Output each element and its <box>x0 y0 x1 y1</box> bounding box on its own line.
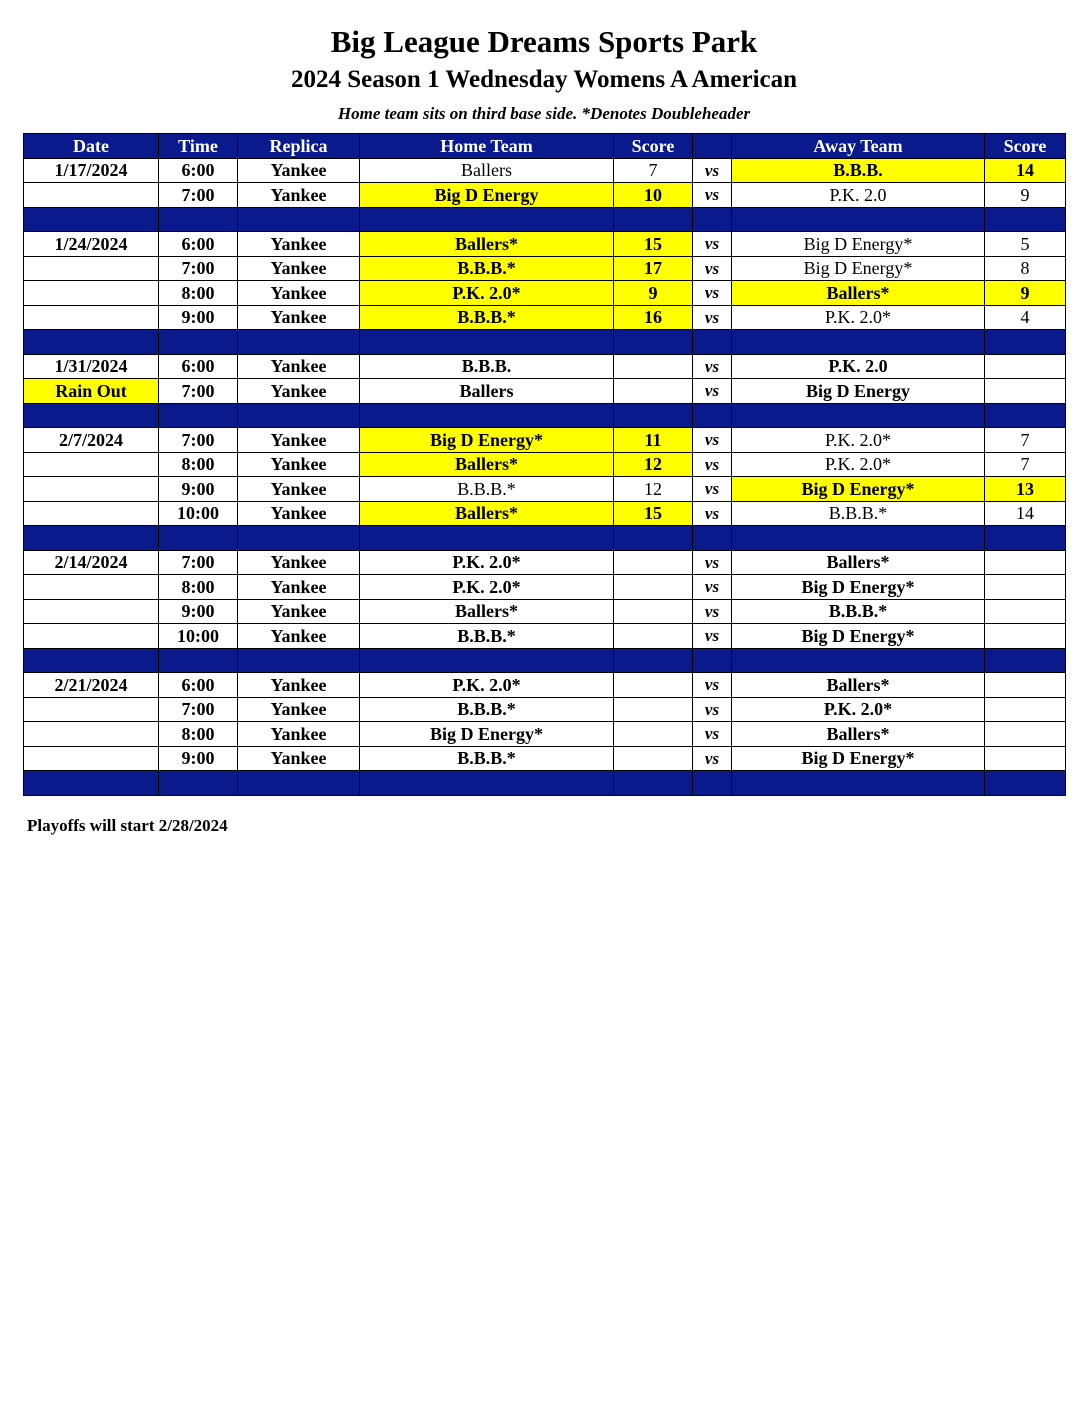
col-header-vs <box>693 134 732 159</box>
cell-away-score: 13 <box>985 477 1066 502</box>
cell-away-score <box>985 624 1066 649</box>
cell-away-team: P.K. 2.0* <box>732 697 985 722</box>
cell-home-team: Ballers <box>360 379 614 404</box>
cell-time: 6:00 <box>159 232 238 257</box>
cell-home-score <box>614 599 693 624</box>
cell-home-team: Ballers* <box>360 452 614 477</box>
cell-away-score: 9 <box>985 281 1066 306</box>
cell-away-score <box>985 746 1066 771</box>
separator-cell <box>159 207 238 232</box>
separator-cell <box>614 526 693 551</box>
separator-cell <box>732 330 985 355</box>
col-header-home-team: Home Team <box>360 134 614 159</box>
cell-away-score <box>985 354 1066 379</box>
cell-vs: vs <box>693 624 732 649</box>
cell-home-score: 16 <box>614 305 693 330</box>
cell-vs: vs <box>693 232 732 257</box>
week-separator-row <box>24 330 1066 355</box>
table-row <box>24 256 1066 281</box>
cell-date <box>24 697 159 722</box>
col-header-home-score: Score <box>614 134 693 159</box>
separator-cell <box>732 403 985 428</box>
separator-cell <box>360 330 614 355</box>
cell-vs: vs <box>693 183 732 208</box>
cell-vs: vs <box>693 305 732 330</box>
separator-cell <box>693 771 732 796</box>
cell-vs: vs <box>693 599 732 624</box>
separator-cell <box>693 526 732 551</box>
cell-away-score: 14 <box>985 158 1066 183</box>
col-header-date: Date <box>24 134 159 159</box>
separator-cell <box>159 526 238 551</box>
separator-cell <box>24 403 159 428</box>
cell-time: 8:00 <box>159 452 238 477</box>
cell-date: 2/21/2024 <box>24 673 159 698</box>
cell-date <box>24 624 159 649</box>
cell-home-team: B.B.B.* <box>360 305 614 330</box>
cell-time: 8:00 <box>159 722 238 747</box>
table-row <box>24 575 1066 600</box>
separator-cell <box>238 771 360 796</box>
week-separator-row <box>24 403 1066 428</box>
cell-away-team: Big D Energy* <box>732 256 985 281</box>
cell-time: 7:00 <box>159 697 238 722</box>
cell-replica: Yankee <box>238 281 360 306</box>
cell-time: 9:00 <box>159 477 238 502</box>
cell-home-team: Ballers* <box>360 232 614 257</box>
cell-vs: vs <box>693 501 732 526</box>
cell-time: 10:00 <box>159 501 238 526</box>
cell-time: 8:00 <box>159 281 238 306</box>
cell-vs: vs <box>693 379 732 404</box>
col-header-time: Time <box>159 134 238 159</box>
separator-cell <box>360 526 614 551</box>
cell-replica: Yankee <box>238 746 360 771</box>
separator-cell <box>159 648 238 673</box>
cell-home-team: B.B.B.* <box>360 697 614 722</box>
cell-replica: Yankee <box>238 354 360 379</box>
cell-date <box>24 575 159 600</box>
col-header-away-team: Away Team <box>732 134 985 159</box>
cell-date: 1/31/2024 <box>24 354 159 379</box>
cell-away-team: Ballers* <box>732 550 985 575</box>
cell-replica: Yankee <box>238 452 360 477</box>
cell-vs: vs <box>693 428 732 453</box>
cell-replica: Yankee <box>238 232 360 257</box>
cell-home-score <box>614 550 693 575</box>
cell-date <box>24 746 159 771</box>
cell-date: 1/17/2024 <box>24 158 159 183</box>
cell-away-team: Ballers* <box>732 722 985 747</box>
cell-time: 10:00 <box>159 624 238 649</box>
cell-home-team: B.B.B.* <box>360 624 614 649</box>
cell-home-team: B.B.B.* <box>360 477 614 502</box>
cell-home-score <box>614 746 693 771</box>
separator-cell <box>238 330 360 355</box>
separator-cell <box>159 403 238 428</box>
cell-replica: Yankee <box>238 722 360 747</box>
schedule-table <box>23 133 1066 796</box>
cell-vs: vs <box>693 575 732 600</box>
cell-replica: Yankee <box>238 158 360 183</box>
cell-away-team: B.B.B. <box>732 158 985 183</box>
cell-vs: vs <box>693 452 732 477</box>
cell-vs: vs <box>693 256 732 281</box>
cell-away-score: 4 <box>985 305 1066 330</box>
cell-home-score: 10 <box>614 183 693 208</box>
cell-replica: Yankee <box>238 550 360 575</box>
cell-away-team: Big D Energy* <box>732 624 985 649</box>
cell-away-team: P.K. 2.0* <box>732 452 985 477</box>
cell-time: 9:00 <box>159 599 238 624</box>
cell-replica: Yankee <box>238 428 360 453</box>
cell-replica: Yankee <box>238 379 360 404</box>
cell-home-score <box>614 673 693 698</box>
cell-vs: vs <box>693 281 732 306</box>
cell-vs: vs <box>693 746 732 771</box>
cell-away-team: P.K. 2.0 <box>732 354 985 379</box>
cell-home-team: P.K. 2.0* <box>360 281 614 306</box>
table-row <box>24 379 1066 404</box>
cell-replica: Yankee <box>238 599 360 624</box>
table-row <box>24 281 1066 306</box>
cell-time: 8:00 <box>159 575 238 600</box>
week-separator-row <box>24 648 1066 673</box>
cell-vs: vs <box>693 697 732 722</box>
cell-home-score: 12 <box>614 452 693 477</box>
table-row <box>24 452 1066 477</box>
cell-home-team: P.K. 2.0* <box>360 673 614 698</box>
separator-cell <box>360 207 614 232</box>
separator-cell <box>732 207 985 232</box>
cell-away-team: Big D Energy* <box>732 746 985 771</box>
cell-time: 7:00 <box>159 183 238 208</box>
cell-home-score: 15 <box>614 232 693 257</box>
separator-cell <box>985 648 1066 673</box>
week-separator-row <box>24 526 1066 551</box>
separator-cell <box>985 771 1066 796</box>
cell-time: 6:00 <box>159 673 238 698</box>
cell-date: Rain Out <box>24 379 159 404</box>
separator-cell <box>238 526 360 551</box>
cell-away-score: 14 <box>985 501 1066 526</box>
cell-date <box>24 183 159 208</box>
table-row <box>24 697 1066 722</box>
separator-cell <box>360 403 614 428</box>
cell-away-score: 7 <box>985 452 1066 477</box>
separator-cell <box>614 330 693 355</box>
cell-away-score: 7 <box>985 428 1066 453</box>
separator-cell <box>159 771 238 796</box>
playoffs-note: Playoffs will start 2/28/2024 <box>27 816 228 835</box>
separator-cell <box>614 403 693 428</box>
cell-vs: vs <box>693 722 732 747</box>
cell-home-team: Ballers <box>360 158 614 183</box>
cell-time: 7:00 <box>159 550 238 575</box>
separator-cell <box>985 330 1066 355</box>
cell-home-score: 15 <box>614 501 693 526</box>
cell-home-score: 7 <box>614 158 693 183</box>
cell-time: 6:00 <box>159 354 238 379</box>
cell-home-team: Ballers* <box>360 599 614 624</box>
cell-home-team: Big D Energy <box>360 183 614 208</box>
separator-cell <box>732 526 985 551</box>
cell-date <box>24 305 159 330</box>
cell-home-team: Big D Energy* <box>360 722 614 747</box>
cell-home-team: Big D Energy* <box>360 428 614 453</box>
table-row <box>24 428 1066 453</box>
separator-cell <box>732 648 985 673</box>
cell-home-score <box>614 697 693 722</box>
separator-cell <box>614 648 693 673</box>
cell-away-score: 9 <box>985 183 1066 208</box>
cell-home-team: Ballers* <box>360 501 614 526</box>
cell-away-team: Big D Energy <box>732 379 985 404</box>
cell-date <box>24 256 159 281</box>
table-row <box>24 477 1066 502</box>
cell-date <box>24 477 159 502</box>
cell-away-team: Big D Energy* <box>732 477 985 502</box>
cell-replica: Yankee <box>238 305 360 330</box>
table-row <box>24 673 1066 698</box>
cell-time: 9:00 <box>159 305 238 330</box>
separator-cell <box>24 648 159 673</box>
cell-date: 1/24/2024 <box>24 232 159 257</box>
cell-replica: Yankee <box>238 624 360 649</box>
cell-replica: Yankee <box>238 673 360 698</box>
separator-cell <box>159 330 238 355</box>
cell-date: 2/14/2024 <box>24 550 159 575</box>
cell-away-team: B.B.B.* <box>732 501 985 526</box>
separator-cell <box>614 771 693 796</box>
cell-away-score: 8 <box>985 256 1066 281</box>
table-row <box>24 722 1066 747</box>
cell-replica: Yankee <box>238 183 360 208</box>
separator-cell <box>693 207 732 232</box>
cell-home-score <box>614 624 693 649</box>
cell-time: 7:00 <box>159 256 238 281</box>
cell-home-team: B.B.B.* <box>360 746 614 771</box>
cell-home-team: B.B.B.* <box>360 256 614 281</box>
cell-replica: Yankee <box>238 501 360 526</box>
cell-away-team: P.K. 2.0 <box>732 183 985 208</box>
cell-vs: vs <box>693 673 732 698</box>
cell-home-score <box>614 379 693 404</box>
separator-cell <box>238 207 360 232</box>
table-row <box>24 305 1066 330</box>
schedule-note: Home team sits on third base side. *Denotes Doubleheader <box>337 104 751 123</box>
table-row <box>24 232 1066 257</box>
separator-cell <box>614 207 693 232</box>
cell-vs: vs <box>693 354 732 379</box>
separator-cell <box>360 771 614 796</box>
page-title: Big League Dreams Sports Park <box>330 24 758 59</box>
cell-home-score: 9 <box>614 281 693 306</box>
cell-away-team: Big D Energy* <box>732 575 985 600</box>
cell-time: 6:00 <box>159 158 238 183</box>
cell-away-team: B.B.B.* <box>732 599 985 624</box>
cell-home-score <box>614 722 693 747</box>
separator-cell <box>24 330 159 355</box>
cell-away-score <box>985 599 1066 624</box>
cell-date <box>24 722 159 747</box>
cell-time: 9:00 <box>159 746 238 771</box>
cell-away-team: Ballers* <box>732 673 985 698</box>
separator-cell <box>238 648 360 673</box>
separator-cell <box>24 207 159 232</box>
separator-cell <box>238 403 360 428</box>
cell-replica: Yankee <box>238 575 360 600</box>
cell-replica: Yankee <box>238 256 360 281</box>
cell-away-score <box>985 673 1066 698</box>
cell-away-score: 5 <box>985 232 1066 257</box>
cell-time: 7:00 <box>159 379 238 404</box>
table-row <box>24 599 1066 624</box>
cell-away-score <box>985 550 1066 575</box>
cell-home-score: 12 <box>614 477 693 502</box>
week-separator-row <box>24 207 1066 232</box>
cell-away-team: Big D Energy* <box>732 232 985 257</box>
cell-away-score <box>985 575 1066 600</box>
cell-vs: vs <box>693 477 732 502</box>
cell-date: 2/7/2024 <box>24 428 159 453</box>
separator-cell <box>693 648 732 673</box>
table-row <box>24 746 1066 771</box>
separator-cell <box>360 648 614 673</box>
cell-home-team: B.B.B. <box>360 354 614 379</box>
cell-home-score <box>614 354 693 379</box>
cell-date <box>24 452 159 477</box>
col-header-away-score: Score <box>985 134 1066 159</box>
separator-cell <box>693 403 732 428</box>
cell-replica: Yankee <box>238 697 360 722</box>
cell-home-score: 17 <box>614 256 693 281</box>
cell-away-score <box>985 379 1066 404</box>
cell-date <box>24 599 159 624</box>
cell-away-score <box>985 722 1066 747</box>
cell-home-score: 11 <box>614 428 693 453</box>
cell-home-score <box>614 575 693 600</box>
cell-vs: vs <box>693 550 732 575</box>
table-row <box>24 183 1066 208</box>
col-header-replica: Replica <box>238 134 360 159</box>
separator-cell <box>693 330 732 355</box>
cell-vs: vs <box>693 158 732 183</box>
cell-away-team: Ballers* <box>732 281 985 306</box>
cell-away-team: P.K. 2.0* <box>732 305 985 330</box>
cell-away-score <box>985 697 1066 722</box>
cell-home-team: P.K. 2.0* <box>360 575 614 600</box>
week-separator-row <box>24 771 1066 796</box>
table-row <box>24 550 1066 575</box>
cell-date <box>24 281 159 306</box>
cell-replica: Yankee <box>238 477 360 502</box>
table-row <box>24 354 1066 379</box>
table-row <box>24 501 1066 526</box>
separator-cell <box>985 207 1066 232</box>
separator-cell <box>985 403 1066 428</box>
cell-time: 7:00 <box>159 428 238 453</box>
separator-cell <box>24 526 159 551</box>
cell-home-team: P.K. 2.0* <box>360 550 614 575</box>
cell-away-team: P.K. 2.0* <box>732 428 985 453</box>
separator-cell <box>985 526 1066 551</box>
page-subtitle: 2024 Season 1 Wednesday Womens A American <box>290 66 798 93</box>
cell-date <box>24 501 159 526</box>
separator-cell <box>24 771 159 796</box>
table-row <box>24 624 1066 649</box>
separator-cell <box>732 771 985 796</box>
table-header-row <box>24 134 1066 159</box>
table-row <box>24 158 1066 183</box>
